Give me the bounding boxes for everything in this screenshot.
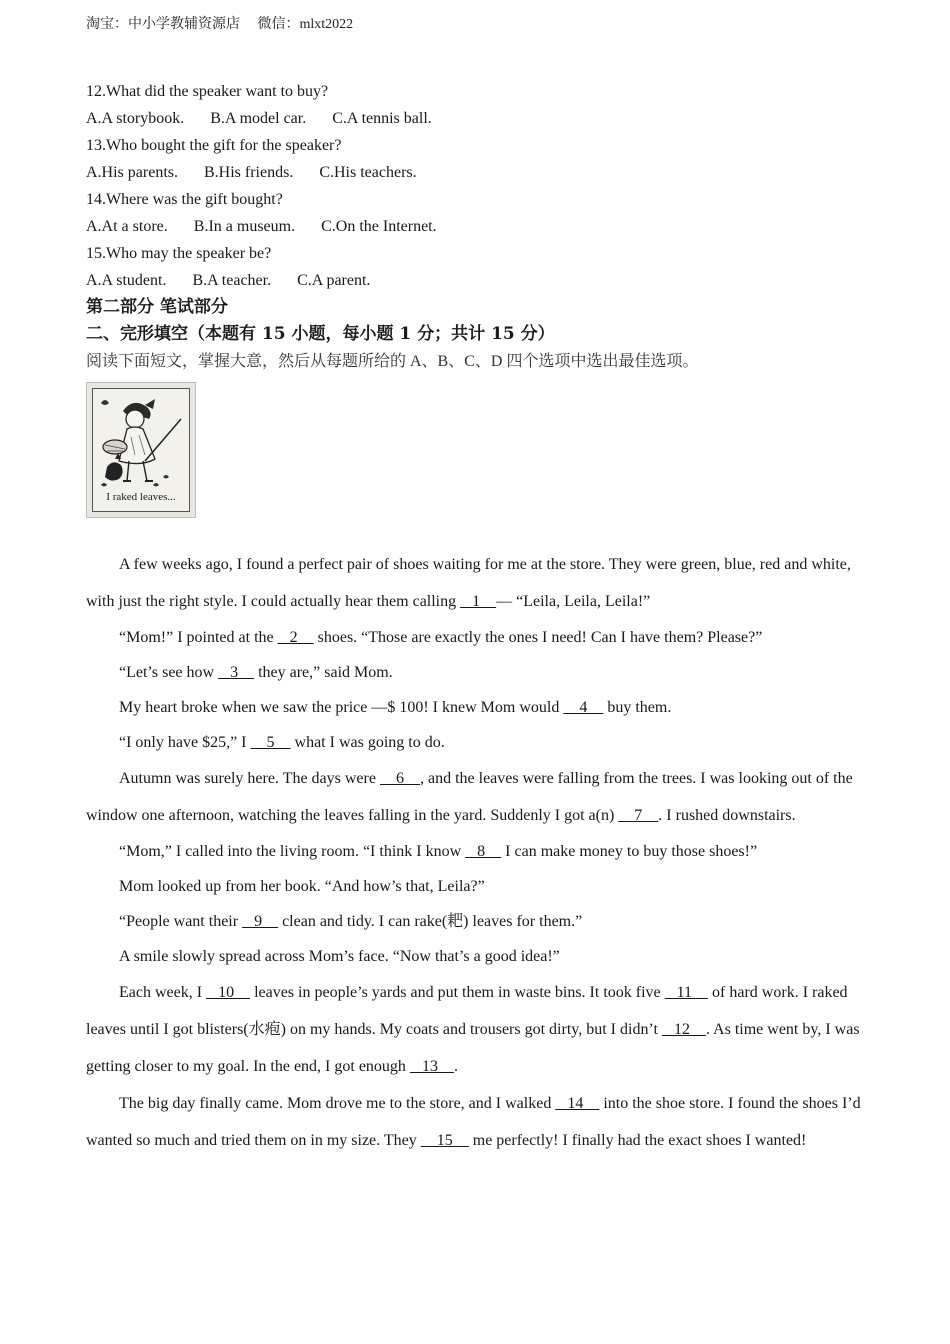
blank-4: 4 (563, 699, 604, 716)
shop-label: 淘宝：中小学教辅资源店 (86, 17, 240, 32)
option-a: A.His parents. (86, 164, 178, 181)
paragraph-9: “People want their 9 clean and tidy. I can rake(耙) leaves for them.” (86, 904, 876, 939)
blank-14: 14 (555, 1095, 600, 1112)
question-block-15 (86, 240, 876, 294)
option-c: C.A parent. (297, 272, 371, 289)
option-c: C.A tennis ball. (332, 110, 432, 127)
question-block-14 (86, 186, 876, 240)
option-b: B.A teacher. (192, 272, 272, 289)
cloze-instruction: 阅读下面短文，掌握大意，然后从每题所给的 A、B、C、D 四个选项中选出最佳选项。 (86, 353, 699, 370)
blank-1: 1 (460, 593, 497, 610)
question-15: 15.Who may the speaker be? (86, 245, 272, 262)
document-body (86, 78, 876, 1159)
options-12 (86, 105, 876, 132)
blank-6: 6 (379, 770, 420, 787)
question-13: 13.Who bought the gift for the speaker? (86, 137, 342, 154)
blank-3: 3 (218, 664, 255, 681)
blank-8: 8 (465, 843, 502, 860)
blank-7: 7 (618, 807, 659, 824)
option-b: B.His friends. (203, 164, 294, 181)
paragraph-7: “Mom,” I called into the living room. “I think I know 8 I can make money to buy those shoes!” (86, 834, 876, 869)
cloze-section-title: 二、完形填空（本题有 15 小题，每小题 1 分；共计 15 分） (86, 324, 555, 344)
option-b: B.In a museum. (193, 218, 296, 235)
page-header (86, 13, 367, 33)
paragraph-12: The big day finally came. Mom drove me to the store, and I walked 14 into the shoe store. I found the shoes I’d wanted so much and tried them on in my size. They 15 me perfectly! I finally had the exact shoes I wanted! (86, 1085, 876, 1159)
option-c: C.His teachers. (319, 164, 417, 181)
blank-10: 10 (206, 984, 251, 1001)
paragraph-10: A smile slowly spread across Mom’s face. “Now that’s a good idea!” (119, 948, 560, 965)
paragraph-11: Each week, I 10 leaves in people’s yards and put them in waste bins. It took five 11 of hard work. I raked leaves until I got blisters(水疱) on my hands. My coats and trousers got dirty, but I didn’t 12 . As time went by, I was getting closer to my goal. In the end, I got enough 13 . (86, 974, 876, 1085)
blank-11: 11 (664, 984, 709, 1001)
options-14 (86, 213, 876, 240)
paragraph-8: Mom looked up from her book. “And how’s that, Leila?” (119, 878, 485, 895)
option-a: A.At a store. (86, 218, 168, 235)
illustration-girl-raking-leaves (86, 382, 196, 518)
options-15 (86, 267, 876, 294)
paragraph-2: “Mom!” I pointed at the 2 shoes. “Those are exactly the ones I need! Can I have them? Please?” (86, 620, 876, 655)
paragraph-5: “I only have $25,” I 5 what I was going to do. (86, 725, 876, 760)
blank-12: 12 (661, 1021, 706, 1038)
option-b: B.A model car. (210, 110, 307, 127)
option-c: C.On the Internet. (321, 218, 437, 235)
paragraph-4: My heart broke when we saw the price —$ 100! I knew Mom would 4 buy them. (86, 690, 876, 725)
blank-5: 5 (250, 734, 291, 751)
question-block-12 (86, 78, 876, 132)
question-14: 14.Where was the gift bought? (86, 191, 283, 208)
cloze-passage (86, 546, 876, 1159)
options-13 (86, 159, 876, 186)
blank-9: 9 (242, 913, 279, 930)
paragraph-3: “Let’s see how 3 they are,” said Mom. (86, 655, 876, 690)
blank-15: 15 (420, 1132, 469, 1149)
paragraph-6: Autumn was surely here. The days were 6 , and the leaves were falling from the trees. I was looking out of the window one afternoon, watching the leaves falling in the yard. Suddenly I got a(n) 7 . I rushed downstairs. (86, 760, 876, 834)
option-a: A.A student. (86, 272, 167, 289)
blank-13: 13 (409, 1058, 454, 1075)
question-12: 12.What did the speaker want to buy? (86, 83, 329, 100)
illustration-caption: I raked leaves... (106, 491, 176, 503)
question-block-13 (86, 132, 876, 186)
wechat-label: 微信：mlxt2022 (257, 17, 354, 32)
part-two-title: 第二部分 笔试部分 (86, 297, 228, 317)
paragraph-1: A few weeks ago, I found a perfect pair of shoes waiting for me at the store. They were green, blue, red and white, with just the right style. I could actually hear them calling 1 — “Leila, Leila, Leila!” (86, 546, 876, 620)
blank-2: 2 (277, 629, 314, 646)
option-a: A.A storybook. (86, 110, 185, 127)
